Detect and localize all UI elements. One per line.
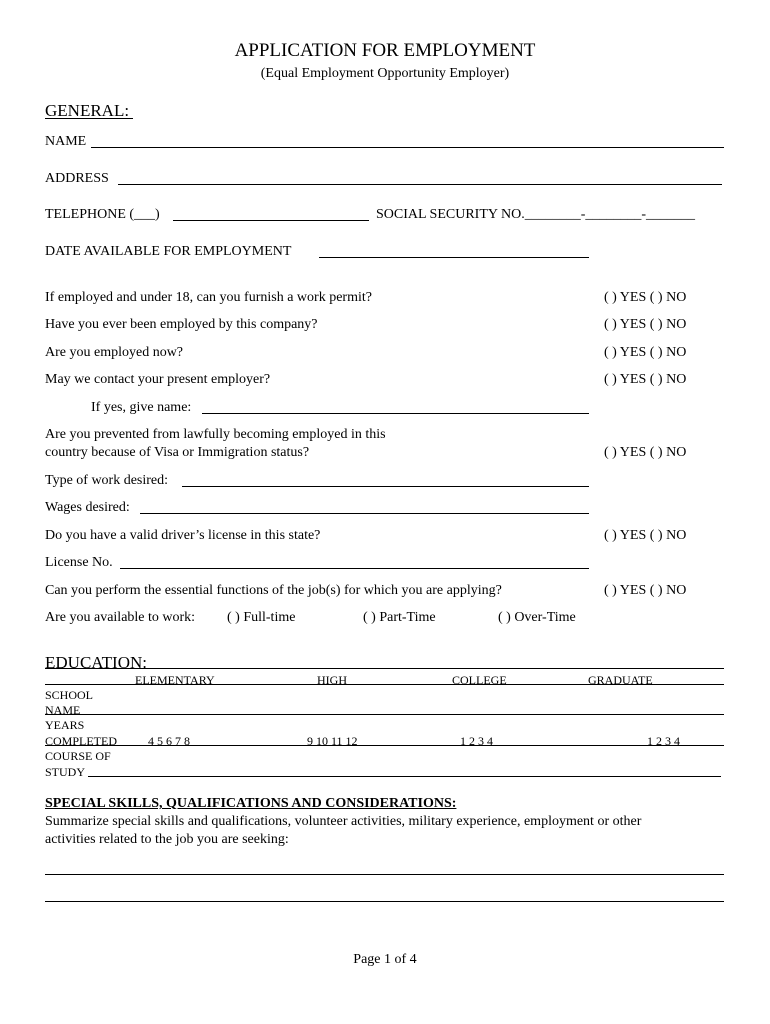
type-of-work-field[interactable] — [182, 486, 589, 487]
yes-no-license[interactable]: ( ) YES ( ) NO — [604, 528, 687, 543]
ssn-label[interactable]: SOCIAL SECURITY NO.________-________-_______ — [376, 207, 696, 222]
question-contact-employer: May we contact your present employer? — [45, 372, 271, 387]
years-label-2: COMPLETED — [45, 734, 117, 748]
wages-label: Wages desired: — [45, 500, 130, 515]
years-elementary[interactable]: 4 5 6 7 8 — [148, 734, 190, 748]
course-label-1: COURSE OF — [45, 749, 111, 763]
education-heading-underline — [45, 668, 724, 669]
skills-instructions-line1: Summarize special skills and qualifications, volunteer activities, military experience, employment or other — [45, 814, 642, 829]
date-available-field[interactable] — [319, 257, 589, 258]
name-label: NAME — [45, 134, 87, 149]
yes-no-employed-now[interactable]: ( ) YES ( ) NO — [604, 345, 687, 360]
education-heading: EDUCATION: — [45, 653, 147, 672]
column-graduate: GRADUATE — [588, 673, 653, 687]
general-heading-underline — [45, 118, 133, 119]
yes-no-prevented[interactable]: ( ) YES ( ) NO — [604, 445, 687, 460]
option-part-time[interactable]: ( ) Part-Time — [363, 610, 436, 625]
question-prevented-line2: country because of Visa or Immigration status? — [45, 445, 310, 460]
form-subtitle: (Equal Employment Opportunity Employer) — [260, 66, 510, 81]
yes-no-work-permit[interactable]: ( ) YES ( ) NO — [604, 290, 687, 305]
employer-name-field[interactable] — [202, 413, 589, 414]
option-over-time[interactable]: ( ) Over-Time — [498, 610, 576, 625]
course-label-2: STUDY — [45, 765, 86, 779]
skills-heading: SPECIAL SKILLS, QUALIFICATIONS AND CONSIDERATIONS: — [45, 796, 457, 811]
page-number: Page 1 of 4 — [353, 952, 417, 967]
years-completed-row — [45, 745, 724, 746]
column-high: HIGH — [317, 673, 347, 687]
yes-no-essential-functions[interactable]: ( ) YES ( ) NO — [604, 583, 687, 598]
column-college: COLLEGE — [452, 673, 507, 687]
telephone-field[interactable] — [173, 220, 369, 221]
question-prevented-line1: Are you prevented from lawfully becoming employed in this — [45, 427, 386, 442]
columns-underline — [45, 684, 724, 685]
question-license: Do you have a valid driver’s license in this state? — [45, 528, 321, 543]
date-available-label: DATE AVAILABLE FOR EMPLOYMENT — [45, 244, 292, 259]
school-name-row[interactable] — [45, 714, 724, 715]
type-of-work-label: Type of work desired: — [45, 473, 169, 488]
telephone-label: TELEPHONE (___) — [45, 207, 160, 222]
question-employed-before: Have you ever been employed by this company? — [45, 317, 318, 332]
available-label: Are you available to work: — [45, 610, 196, 625]
license-no-label: License No. — [45, 555, 113, 570]
if-yes-label: If yes, give name: — [91, 400, 192, 415]
address-label: ADDRESS — [45, 171, 109, 186]
years-label-1: YEARS — [45, 718, 85, 732]
name-field[interactable] — [91, 147, 724, 148]
yes-no-employed-before[interactable]: ( ) YES ( ) NO — [604, 317, 687, 332]
question-work-permit: If employed and under 18, can you furnish a work permit? — [45, 290, 372, 305]
years-college[interactable]: 1 2 3 4 — [460, 734, 493, 748]
yes-no-contact-employer[interactable]: ( ) YES ( ) NO — [604, 372, 687, 387]
course-of-study-row[interactable] — [88, 776, 721, 777]
years-graduate[interactable]: 1 2 3 4 — [647, 734, 680, 748]
address-field[interactable] — [118, 184, 722, 185]
form-title: APPLICATION FOR EMPLOYMENT — [234, 40, 536, 61]
school-label-1: SCHOOL — [45, 688, 94, 702]
question-essential-functions: Can you perform the essential functions of the job(s) for which you are applying? — [45, 583, 502, 598]
wages-field[interactable] — [140, 513, 589, 514]
column-elementary: ELEMENTARY — [135, 673, 215, 687]
skills-instructions-line2: activities related to the job you are seeking: — [45, 832, 289, 847]
license-no-field[interactable] — [120, 568, 589, 569]
general-heading: GENERAL: — [45, 101, 130, 120]
skills-answer-line-2[interactable] — [45, 901, 724, 902]
school-label-2: NAME — [45, 703, 81, 717]
option-full-time[interactable]: ( ) Full-time — [227, 610, 296, 625]
question-employed-now: Are you employed now? — [45, 345, 184, 360]
skills-answer-line-1[interactable] — [45, 874, 724, 875]
years-high[interactable]: 9 10 11 12 — [307, 734, 358, 748]
